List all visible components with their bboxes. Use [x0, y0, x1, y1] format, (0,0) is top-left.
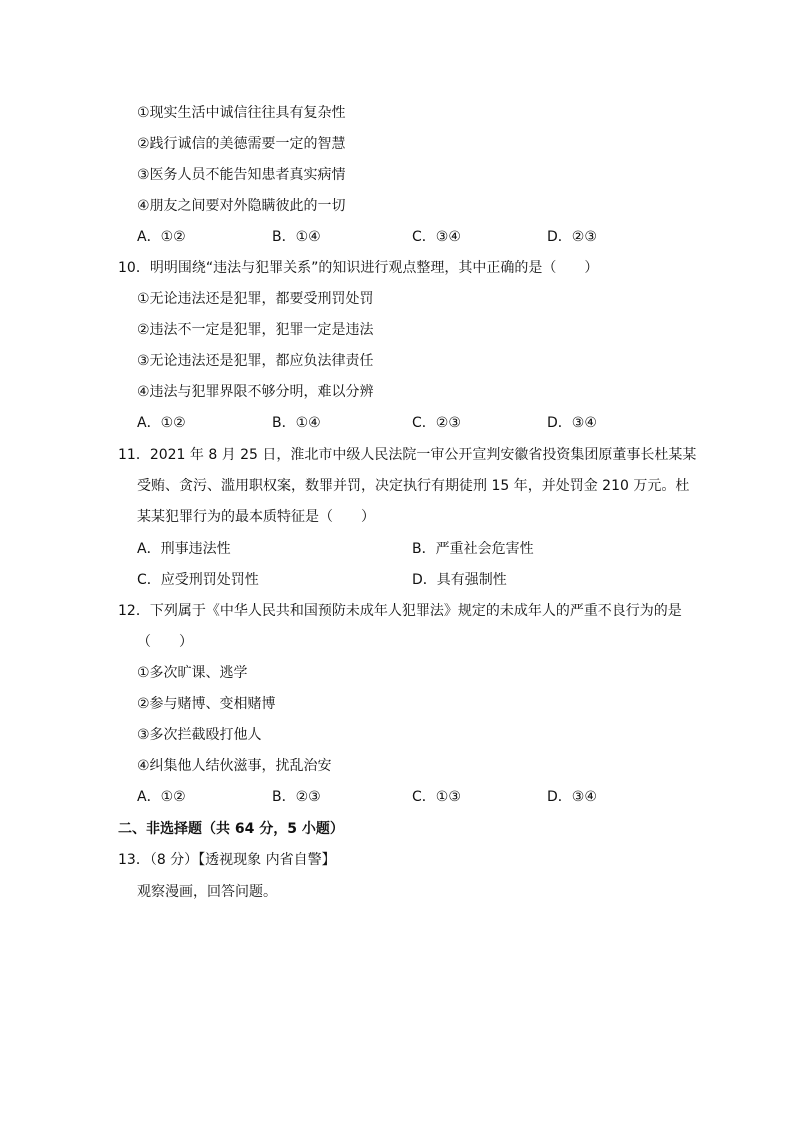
q9-option-a: A．①②: [137, 229, 186, 245]
q10-option-c: C．②③: [412, 415, 461, 431]
q11-option-c: C．应受刑罚处罚性: [137, 572, 259, 588]
q10-statement-4: ④违法与犯罪界限不够分明，难以分辨: [137, 384, 374, 400]
q10-stem: 10．明明围绕“违法与犯罪关系”的知识进行观点整理，其中正确的是（ ）: [118, 260, 599, 276]
q9-statement-2: ②践行诚信的美德需要一定的智慧: [137, 136, 346, 152]
q12-statement-4: ④纠集他人结伙滋事，扰乱治安: [137, 758, 332, 774]
q11-option-b: B．严重社会危害性: [412, 541, 534, 557]
q13-stem: 13．（8 分）【透视现象 内省自警】: [118, 852, 336, 868]
q10-option-a: A．①②: [137, 415, 186, 431]
q13-instruction: 观察漫画，回答问题。: [137, 884, 277, 900]
section-2-heading: 二、非选择题（共 64 分，5 小题）: [118, 821, 344, 837]
q12-option-b: B．②③: [272, 789, 321, 805]
q12-stem-line-1: 12．下列属于《中华人民共和国预防未成年人犯罪法》规定的未成年人的严重不良行为的是: [118, 603, 682, 619]
q9-option-d: D．②③: [547, 229, 597, 245]
q11-stem-line-2: 受贿、贪污、滥用职权案，数罪并罚，决定执行有期徒刑 15 年，并处罚金 210 万元。杜: [137, 478, 690, 494]
q10-statement-1: ①无论违法还是犯罪，都要受刑罚处罚: [137, 291, 374, 307]
q12-statement-3: ③多次拦截殴打他人: [137, 727, 262, 743]
q12-option-a: A．①②: [137, 789, 186, 805]
q11-stem-line-3: 某某犯罪行为的最本质特征是（ ）: [137, 509, 375, 525]
q10-option-d: D．③④: [547, 415, 597, 431]
q10-statement-3: ③无论违法还是犯罪，都应负法律责任: [137, 353, 374, 369]
q9-statement-1: ①现实生活中诚信往往具有复杂性: [137, 105, 346, 121]
q10-statement-2: ②违法不一定是犯罪，犯罪一定是违法: [137, 322, 374, 338]
q11-stem-line-1: 11．2021 年 8 月 25 日，淮北市中级人民法院一审公开宣判安徽省投资集团原董事长杜某某: [118, 447, 697, 463]
q12-statement-1: ①多次旷课、逃学: [137, 665, 248, 681]
q10-option-b: B．①④: [272, 415, 321, 431]
q12-stem-line-2: （ ）: [137, 634, 193, 650]
q12-option-d: D．③④: [547, 789, 597, 805]
q9-option-c: C．③④: [412, 229, 461, 245]
q11-option-a: A．刑事违法性: [137, 541, 231, 557]
q12-option-c: C．①③: [412, 789, 461, 805]
q9-statement-4: ④朋友之间要对外隐瞒彼此的一切: [137, 198, 346, 214]
q9-statement-3: ③医务人员不能告知患者真实病情: [137, 167, 346, 183]
q11-option-d: D．具有强制性: [412, 572, 507, 588]
q9-option-b: B．①④: [272, 229, 321, 245]
q12-statement-2: ②参与赌博、变相赌博: [137, 696, 276, 712]
